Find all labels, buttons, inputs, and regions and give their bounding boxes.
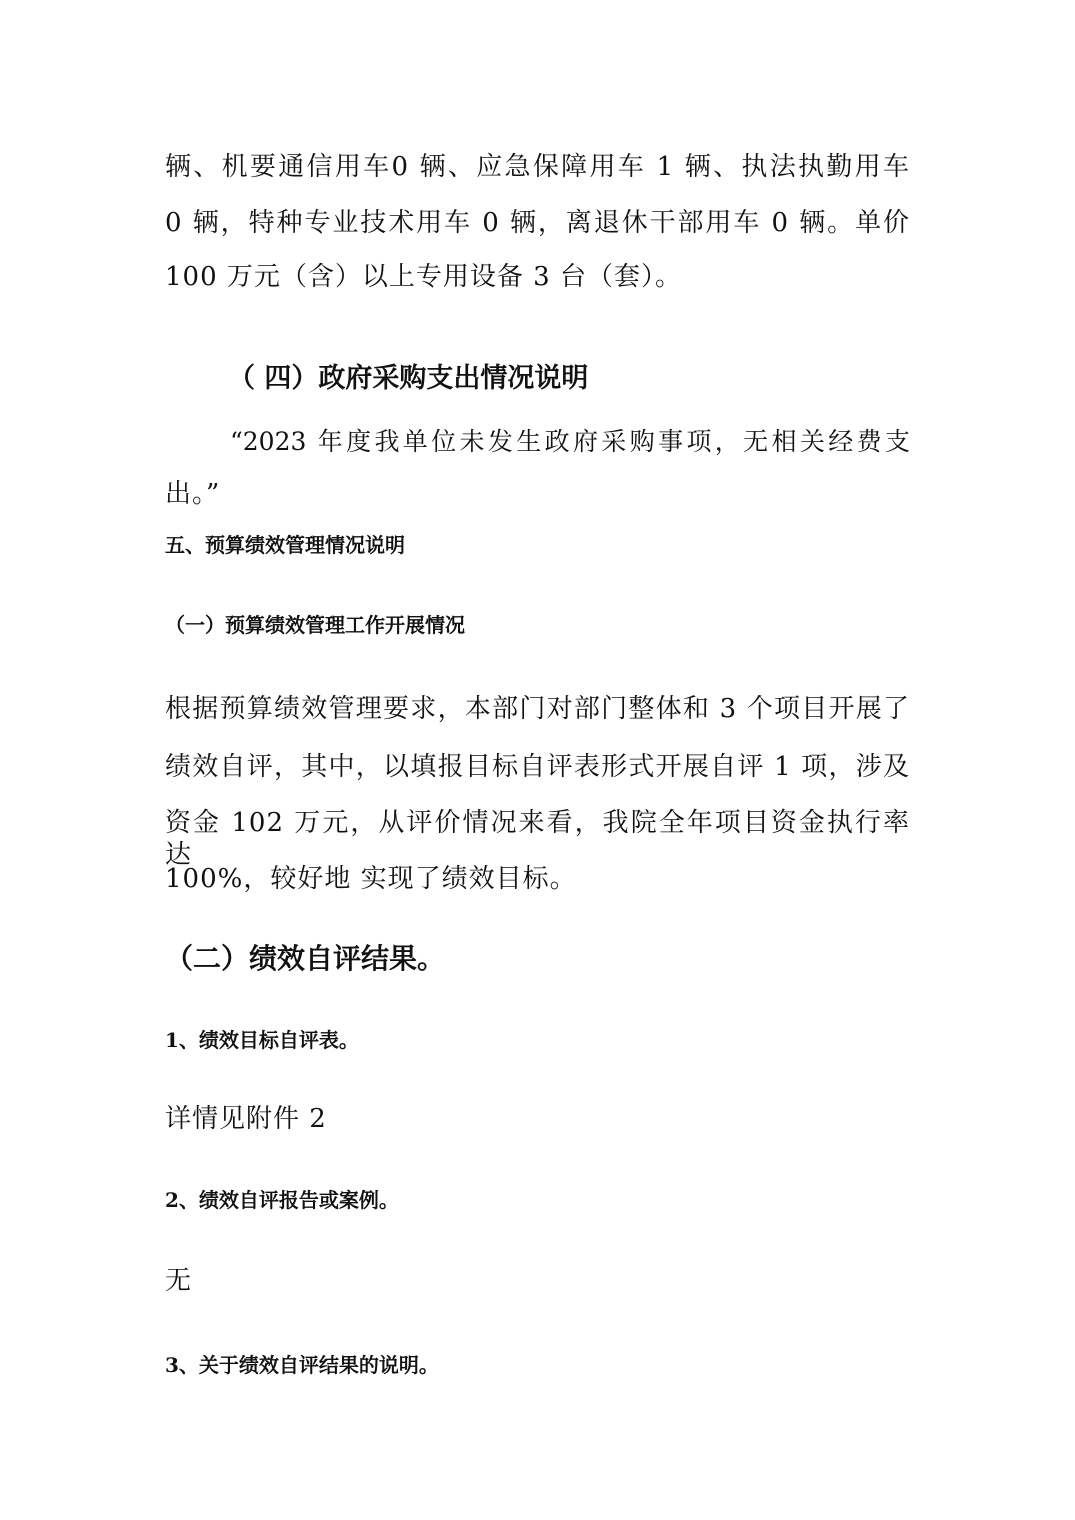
item-2-content: 无	[165, 1266, 193, 1296]
paragraph-line: 100%，较好地 实现了绩效目标。	[165, 864, 577, 894]
item-2-heading: 2、绩效自评报告或案例。	[165, 1188, 399, 1212]
item-1-content: 详情见附件 2	[165, 1104, 327, 1134]
procurement-heading: （ 四）政府采购支出情况说明	[228, 363, 589, 394]
paragraph-line: 资金 102 万元，从评价情况来看，我院全年项目资金执行率达	[165, 808, 910, 870]
item-1-heading: 1、绩效目标自评表。	[165, 1028, 359, 1052]
subsection-2-heading: （二）绩效自评结果。	[165, 942, 446, 975]
paragraph-line: 绩效自评，其中，以填报目标自评表形式开展自评 1 项，涉及	[165, 752, 910, 782]
performance-heading: 五、预算绩效管理情况说明	[165, 533, 405, 557]
paragraph-line: “2023 年度我单位未发生政府采购事项，无相关经费支	[230, 427, 910, 456]
item-3-heading: 3、关于绩效自评结果的说明。	[165, 1353, 439, 1377]
subsection-1-heading: （一）预算绩效管理工作开展情况	[165, 613, 465, 637]
paragraph-line: 0 辆，特种专业技术用车 0 辆，离退休干部用车 0 辆。单价	[165, 208, 910, 238]
paragraph-line: 根据预算绩效管理要求，本部门对部门整体和 3 个项目开展了	[165, 694, 910, 724]
paragraph-line: 100 万元（含）以上专用设备 3 台（套）。	[165, 262, 682, 292]
paragraph-line: 辆、机要通信用车0 辆、应急保障用车 1 辆、执法执勤用车	[165, 152, 910, 182]
paragraph-line: 出。”	[165, 479, 221, 509]
